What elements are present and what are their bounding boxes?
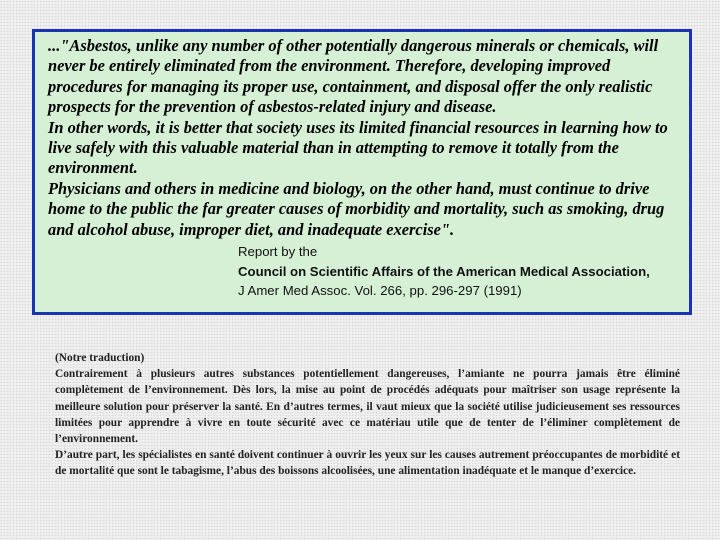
quote-paragraph-3: Physicians and others in medicine and biology, on the other hand, must continue to drive home to the public the far greater causes of morbidity and mortality, such as smoking, drug and alcohol abuse, improper diet, and inadequate exercise". (48, 178, 665, 239)
translation-heading: (Notre traduction) (55, 352, 145, 364)
citation-line-council: Council on Scientific Affairs of the American Medical Association, (238, 263, 650, 279)
quote-text (48, 36, 681, 240)
citation-line-report: Report by the (238, 244, 318, 260)
translation-block (55, 350, 680, 480)
quote-box (32, 29, 692, 315)
translation-paragraph-1: Contrairement à plusieurs autres substances potentiellement dangereuses, l’amiante ne pourra jamais être éliminé complètement de l’environnement. Dès lors, la mise au point de procédés adéquats pour maîtriser son usage représente la meilleure solution pour préserver la santé. En d’autres termes, il vaut mieux que la société utilise judicieusement ses ressources limitées pour apprendre à vivre en toute sécurité avec ce matériau utile que de tenter de l’éliminer complètement de l’environnement. (55, 368, 680, 446)
quote-paragraph-1: ..."Asbestos, unlike any number of other potentially dangerous minerals or chemicals, will never be entirely eliminated from the environment. Therefore, developing improved procedures for managing its proper use, containment, and disposal offer the only realistic prospects for the prevention of asbestos-related injury and disease. (48, 36, 659, 117)
citation (238, 242, 681, 301)
translation-paragraph-2: D’autre part, les spécialistes en santé doivent continuer à ouvrir les yeux sur les causes autrement préoccupantes de morbidité et de mortalité que sont le tabagisme, l’abus des boissons alcoolisées, une alimentation inadéquate et le manque d’exercice. (55, 449, 680, 478)
quote-paragraph-2: In other words, it is better that society uses its limited financial resources in learning how to live safely with this valuable material than in attempting to remove it totally from the environment. (48, 117, 668, 178)
citation-line-journal: J Amer Med Assoc. Vol. 266, pp. 296-297 (1991) (238, 283, 522, 299)
